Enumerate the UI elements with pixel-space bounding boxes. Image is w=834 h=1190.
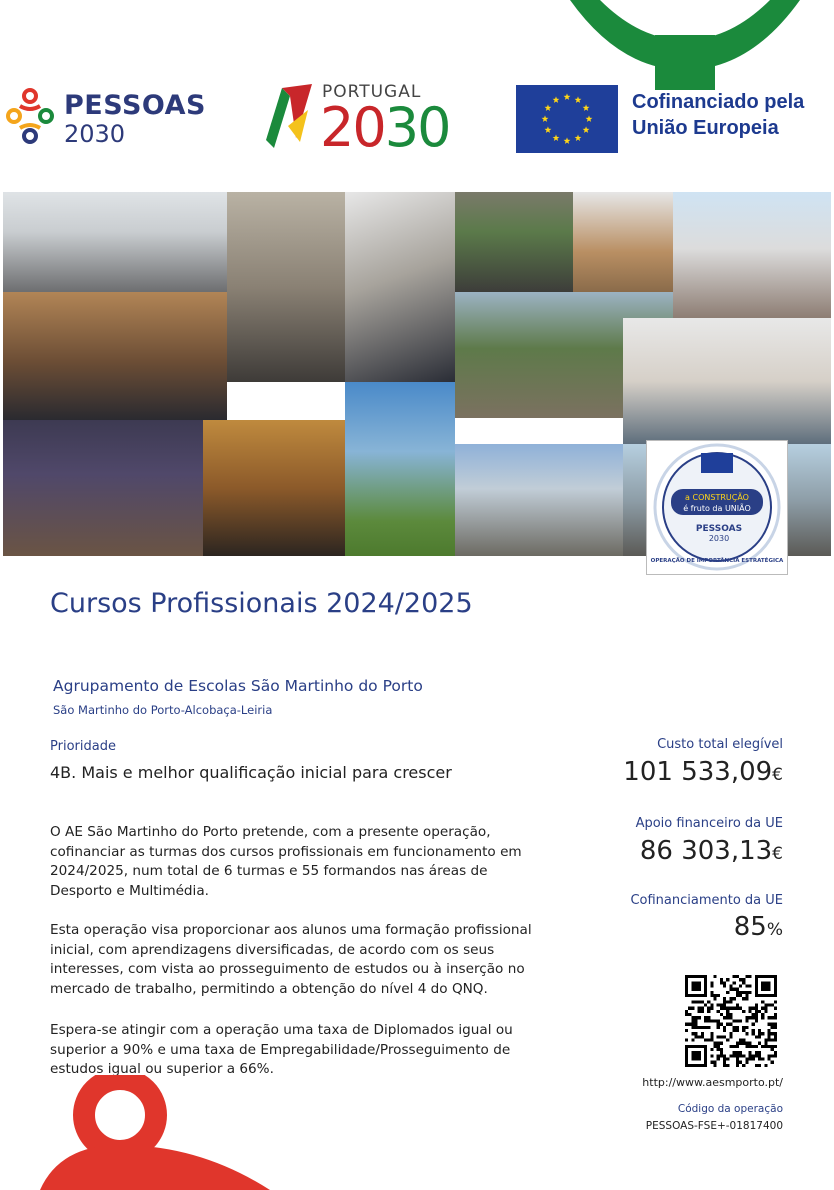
badge-brand: PESSOAS — [695, 524, 743, 534]
badge-line1: a CONSTRUÇÃO — [685, 493, 749, 502]
gym-photo — [573, 192, 673, 292]
description-paragraph-3: Espera-se atingir com a operação uma taxa de Diplomados igual ou superior a 90% e uma taxa de Empregabilidade/Prosseguimento de estudos igual ou superior a 66%. — [50, 1022, 513, 1077]
eu-cofinancing-value: 85 — [733, 912, 767, 942]
table-tennis-photo — [673, 192, 831, 318]
gym-presentation-photo — [455, 192, 573, 292]
operation-code-value: PESSOAS-FSE+-01817400 — [645, 1120, 783, 1132]
portugal-logo-word: PORTUGAL — [322, 82, 422, 102]
portugal-year-part-b: 30 — [384, 96, 450, 159]
eu-support-label: Apoio financeiro da UE — [635, 816, 783, 831]
priority-label: Prioridade — [50, 739, 116, 754]
beneficiary-location: São Martinho do Porto-Alcobaça-Leiria — [53, 703, 273, 717]
badge-seal-icon — [647, 441, 787, 574]
portugal-year-part-a: 20 — [320, 96, 385, 159]
total-cost-value: 101 533,09 — [623, 757, 773, 787]
badge-line2: é fruto da UNIÃO — [683, 504, 751, 513]
operation-code-label: Código da operação — [677, 1103, 783, 1115]
auditorium-photo — [3, 292, 227, 420]
field-photo — [345, 382, 455, 556]
classroom-photo — [3, 192, 227, 292]
badge-ring-text: OPERAÇÃO DE IMPORTÂNCIA ESTRATÉGICA — [650, 558, 784, 564]
stage-photo — [3, 420, 203, 556]
eu-text-line2: União Europeia — [632, 117, 779, 139]
total-cost-label: Custo total elegível — [657, 737, 783, 752]
green-decorative-shape — [560, 0, 810, 90]
pessoas-logo-year: 2030 — [64, 120, 126, 148]
strategic-operation-badge — [646, 440, 788, 575]
eu-support-value: 86 303,13 — [639, 836, 773, 866]
eu-text-line1: Cofinanciado pela — [632, 91, 805, 113]
priority-value: 4B. Mais e melhor qualificação inicial para crescer — [50, 763, 452, 782]
beneficiary-name: Agrupamento de Escolas São Martinho do Porto — [53, 677, 423, 695]
eu-support-currency: € — [772, 844, 783, 864]
climbing-wall-photo — [623, 318, 831, 444]
zipline-photo — [455, 444, 623, 556]
eu-flag-icon — [516, 85, 618, 153]
total-cost-currency: € — [772, 765, 783, 785]
total-cost-amount — [623, 757, 783, 787]
pessoas-2030-logo — [4, 86, 204, 156]
red-decorative-shape — [40, 1075, 270, 1190]
eu-cofinancing-percent: % — [766, 920, 783, 940]
pessoas-figures-icon — [4, 86, 56, 154]
website-link[interactable]: http://www.aesmporto.pt/ — [642, 1076, 783, 1089]
eu-cofinancing-text — [632, 89, 804, 141]
camera-photo — [345, 192, 455, 382]
qr-code-icon[interactable] — [685, 975, 777, 1067]
description-paragraph-2: Esta operação visa proporcionar aos alunos uma formação profissional inicial, com aprendizagens diversificadas, de acordo com os seus interesses, com vista ao prosseguimento de estudos ou à inserção no mercado de trabalho, permitindo a obtenção do nível 4 do QNQ. — [50, 922, 532, 997]
pessoas-logo-word: PESSOAS — [64, 90, 206, 121]
portugal-flag-shape-icon — [262, 80, 318, 150]
eu-support-amount — [640, 836, 783, 866]
portugal-logo-year — [320, 98, 449, 158]
performance-photo — [203, 420, 345, 556]
page-title: Cursos Profissionais 2024/2025 — [50, 588, 473, 619]
description-paragraph-1: O AE São Martinho do Porto pretende, com a presente operação, cofinanciar as turmas dos cursos profissionais em funcionamento em 2024/2025, num total de 6 turmas e 55 formandos nas áreas de Desporto e Multimédia. — [50, 824, 522, 899]
eu-cofinancing-amount — [734, 912, 783, 942]
badge-year: 2030 — [708, 534, 730, 543]
workshop-photo — [227, 192, 345, 382]
portugal-2030-logo — [262, 80, 462, 160]
eu-cofinancing-label: Cofinanciamento da UE — [630, 893, 783, 908]
